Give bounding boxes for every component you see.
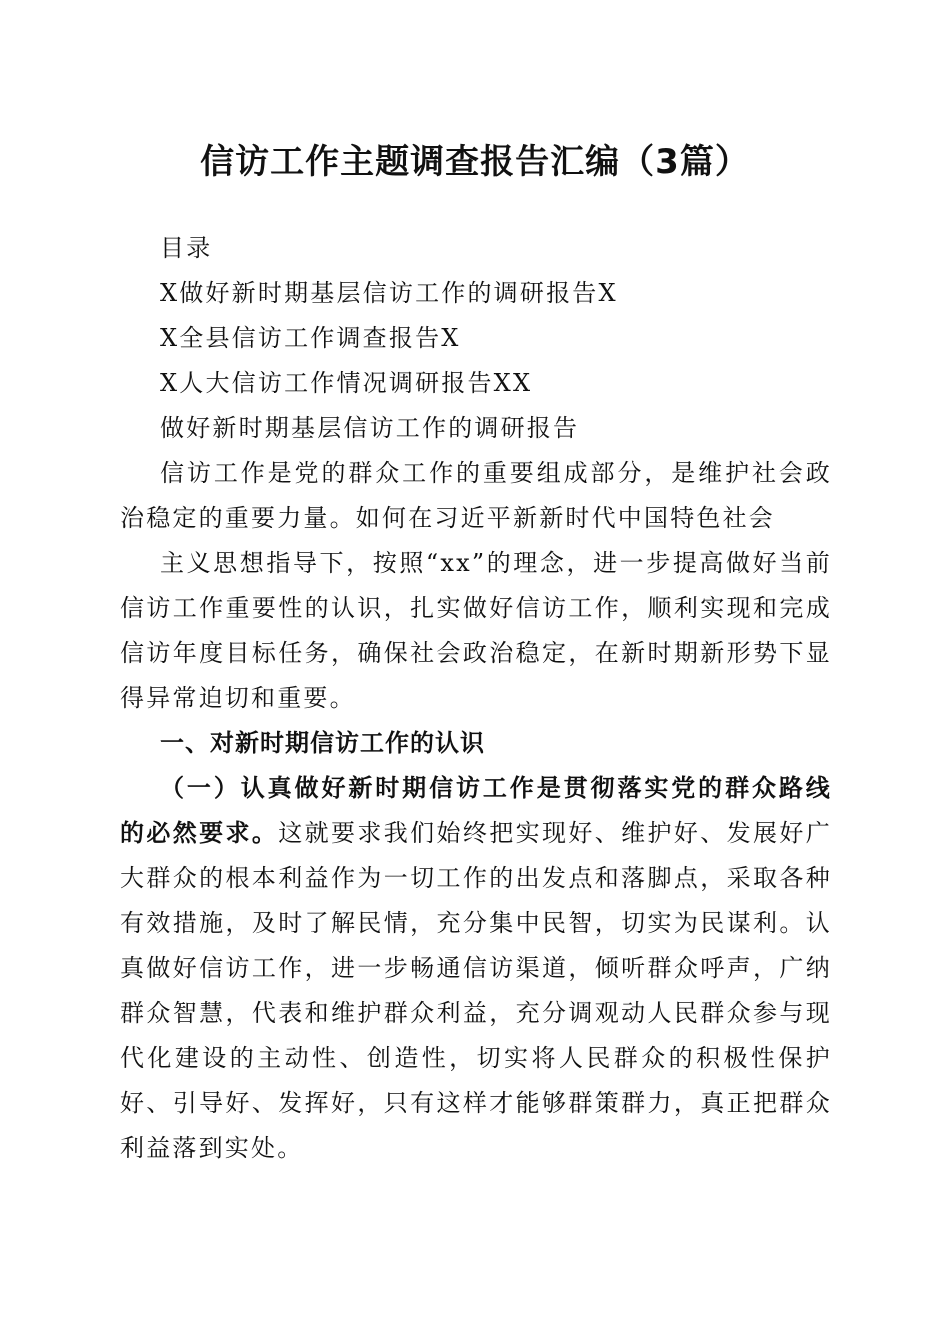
intro-paragraph-1: 信访工作是党的群众工作的重要组成部分，是维护社会政治稳定的重要力量。如何在习近平新新时代中国特色社会 xyxy=(120,459,832,532)
section-paragraph xyxy=(120,766,832,1171)
section-heading: 一、对新时期信访工作的认识 xyxy=(160,729,485,757)
toc-item: X全县信访工作调查报告X xyxy=(160,324,461,352)
intro-paragraph-2: 主义思想指导下，按照“xx”的理念，进一步提高做好当前信访工作重要性的认识，扎实做好信访工作，顺利实现和完成信访年度目标任务，确保社会政治稳定，在新时期新形势下显得异常迫切和重要。 xyxy=(120,549,832,712)
toc-item: X做好新时期基层信访工作的调研报告X xyxy=(160,279,618,307)
subsection-lead: （一）认真做好新时期信访工作是贯彻落实党的群众路线的必然要求。 xyxy=(120,774,832,847)
toc-item: X人大信访工作情况调研报告XX xyxy=(160,369,533,397)
document-title: 信访工作主题调查报告汇编（3篇） xyxy=(200,142,750,182)
subsection-text: 这就要求我们始终把实现好、维护好、发展好广大群众的根本利益作为一切工作的出发点和落脚点，采取各种有效措施，及时了解民情，充分集中民智，切实为民谋利。认真做好信访工作，进一步畅通信访渠道，倾听群众呼声，广纳群众智慧，代表和维护群众利益，充分调观动人民群众参与现代化建设的主动性、创造性，切实将人民群众的积极性保护好、引导好、发挥好，只有这样才能够群策群力，真正把群众利益落到实处。 xyxy=(120,819,832,1162)
toc-label: 目录 xyxy=(160,234,213,262)
document-body xyxy=(120,226,832,1171)
article-title: 做好新时期基层信访工作的调研报告 xyxy=(160,414,580,442)
